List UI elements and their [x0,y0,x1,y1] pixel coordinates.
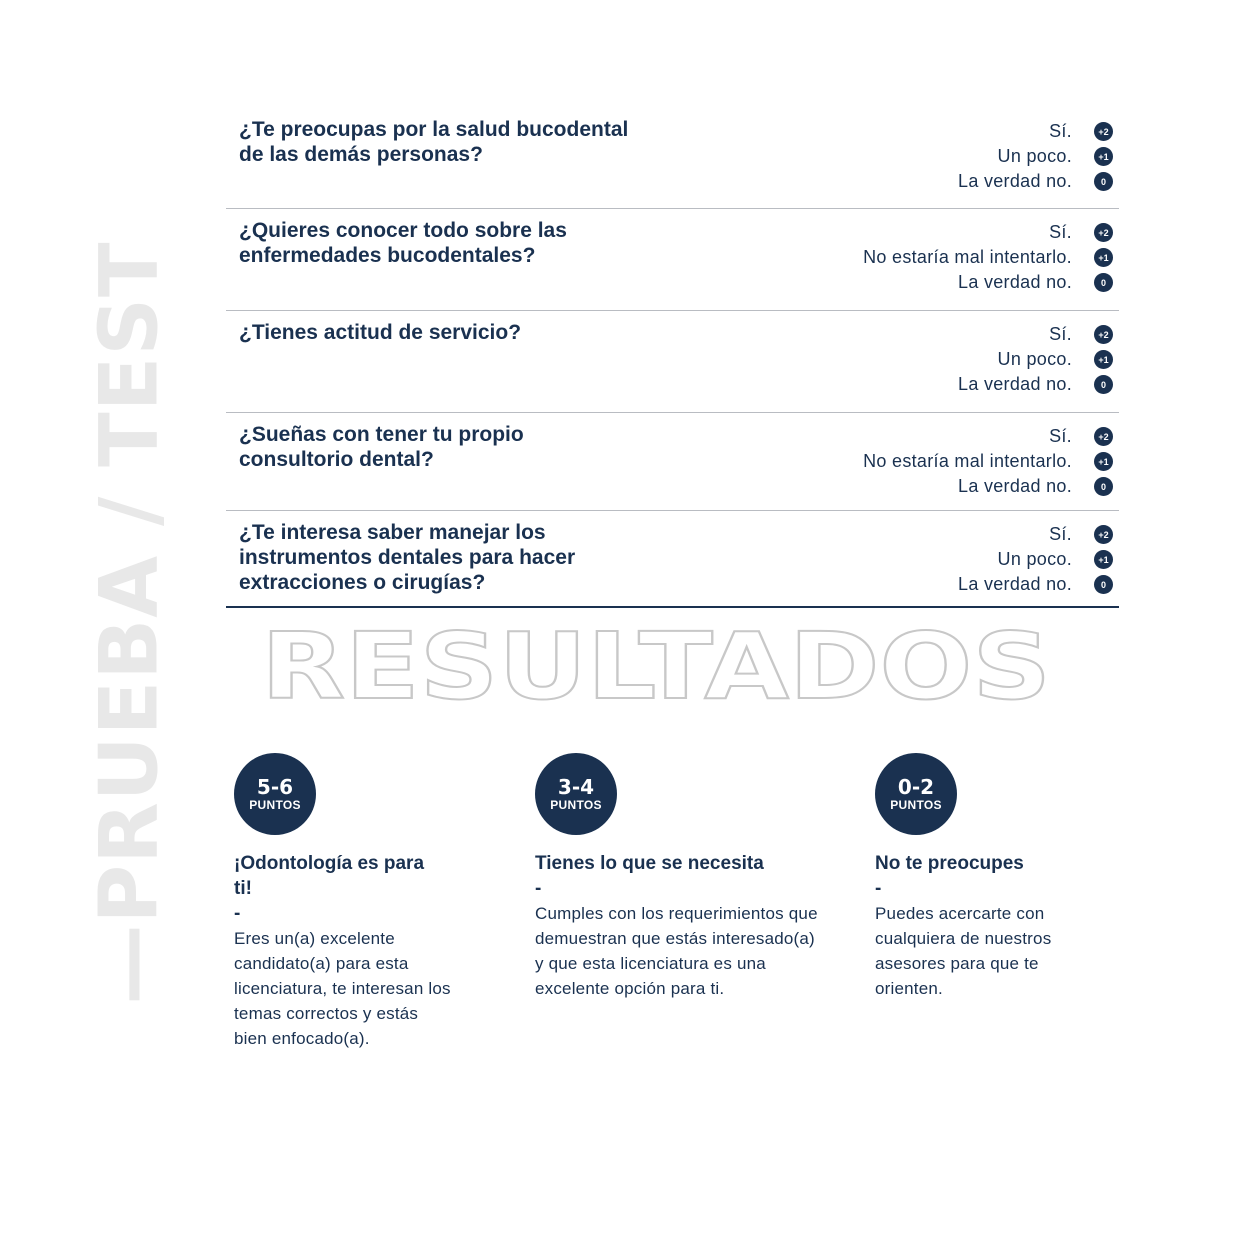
option-label: La verdad no. [958,476,1072,496]
result-dash: - [535,878,542,899]
side-title [82,125,176,1120]
option[interactable] [958,372,1113,397]
option-label: La verdad no. [958,272,1072,292]
options-list [958,522,1113,597]
question-row [226,209,1119,311]
results-title-text: RESULTADOS [261,620,1051,710]
option[interactable] [958,572,1113,597]
option[interactable] [1049,322,1113,347]
points-badge: 0 [1094,477,1113,496]
result-body: Eres un(a) excelente candidato(a) para esta licenciatura, te interesan los temas correctos y estás bien enfocado(a). [234,929,451,1048]
option-label: Sí. [1049,524,1072,544]
score-range: 0-2 [897,775,935,799]
option-label: No estaría mal intentarlo. [863,451,1072,471]
option-label: No estaría mal intentarlo. [863,247,1072,267]
points-badge: +1 [1094,550,1113,569]
question-text: ¿Te preocupas por la salud bucodental de las demás personas? [239,118,629,166]
option[interactable] [998,144,1113,169]
question-text: ¿Tienes actitud de servicio? [239,321,522,344]
question-row [226,311,1119,413]
question-text: ¿Quieres conocer todo sobre las enfermedades bucodentales? [239,219,567,267]
result-body: Cumples con los requerimientos que demuestran que estás interesado(a) y que esta licenciatura es una excelente opción para ti. [535,904,818,998]
option-label: Sí. [1049,222,1072,242]
result-dash: - [234,903,241,924]
points-badge: +1 [1094,147,1113,166]
question-text: ¿Sueñas con tener tu propio consultorio dental? [239,423,524,471]
result-title: No te preocupes [875,853,1024,874]
option[interactable] [1049,220,1113,245]
score-badge [234,753,316,835]
option-label: Un poco. [997,349,1072,369]
points-badge: +1 [1094,452,1113,471]
points-badge: 0 [1094,375,1113,394]
option-label: Un poco. [997,146,1072,166]
score-unit: PUNTOS [249,798,301,812]
option-label: Sí. [1049,426,1072,446]
option[interactable] [958,169,1113,194]
score-unit: PUNTOS [890,798,942,812]
result-body: Puedes acercarte con cualquiera de nuestros asesores para que te orienten. [875,904,1052,998]
points-badge: +2 [1094,325,1113,344]
option[interactable] [863,245,1113,270]
options-list [863,220,1113,295]
option-label: Sí. [1049,324,1072,344]
score-badge [875,753,957,835]
side-title-text: —PRUEBA / TEST [82,240,176,1005]
score-range: 5-6 [256,775,294,799]
results-title-outline [256,620,1056,710]
points-badge: +2 [1094,427,1113,446]
points-badge: +2 [1094,525,1113,544]
points-badge: 0 [1094,273,1113,292]
result-dash: - [875,878,882,899]
result-card [234,753,524,1051]
points-badge: +2 [1094,223,1113,242]
option-label: Sí. [1049,121,1072,141]
result-title: ¡Odontología es para ti! [234,853,425,899]
option[interactable] [1049,119,1113,144]
score-badge [535,753,617,835]
question-row [226,108,1119,209]
options-list [863,424,1113,499]
result-card [535,753,825,1001]
option[interactable] [1049,522,1113,547]
option[interactable] [1049,424,1113,449]
option[interactable] [958,270,1113,295]
result-title: Tienes lo que se necesita [535,853,764,874]
points-badge: +1 [1094,248,1113,267]
options-list [958,119,1113,194]
question-text: ¿Te interesa saber manejar los instrumentos dentales para hacer extracciones o cirugías? [239,521,576,594]
result-card [875,753,1165,1001]
results-title [256,620,1056,715]
option-label: La verdad no. [958,374,1072,394]
option[interactable] [958,474,1113,499]
points-badge: 0 [1094,575,1113,594]
score-range: 3-4 [557,775,595,799]
score-unit: PUNTOS [550,798,602,812]
question-row [226,511,1119,608]
option-label: Un poco. [997,549,1072,569]
options-list [958,322,1113,397]
points-badge: +1 [1094,350,1113,369]
option-label: La verdad no. [958,171,1072,191]
option-label: La verdad no. [958,574,1072,594]
points-badge: +2 [1094,122,1113,141]
points-badge: 0 [1094,172,1113,191]
option[interactable] [998,347,1113,372]
option[interactable] [998,547,1113,572]
option[interactable] [863,449,1113,474]
question-row [226,413,1119,511]
questions-list [226,108,1119,608]
